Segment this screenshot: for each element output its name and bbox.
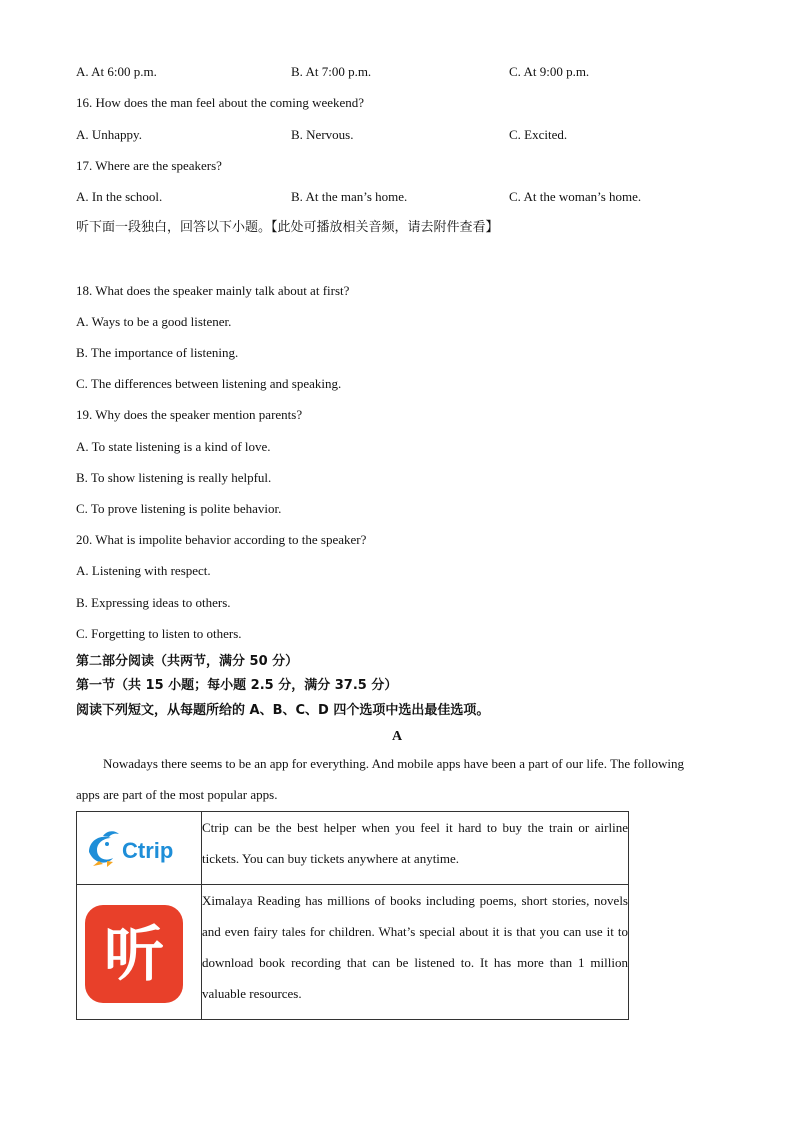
q20-option-a: A. Listening with respect. (76, 563, 211, 578)
ximalaya-description: Ximalaya Reading has millions of books including poems, short stories, novels and even fairy tales for children. What’s special about it is that you can use it to download book recording that can be listened to. It has more than 1 million valuable resources. (202, 885, 629, 1020)
passage-intro-line-2: apps are part of the most popular apps. (76, 787, 278, 802)
q20-question: 20. What is impolite behavior according to the speaker? (76, 532, 367, 547)
ctrip-logo-cell (77, 812, 202, 885)
reading-directions: 阅读下列短文，从每题所给的 A、B、C、D 四个选项中选出最佳选项。 (76, 703, 490, 718)
q19-option-a: A. To state listening is a kind of love. (76, 439, 271, 454)
q16-option-a: A. Unhappy. (76, 127, 142, 142)
ximalaya-listen-icon (85, 905, 183, 1003)
section-one-title: 第一节（共 15 小题；每小题 2.5 分，满分 37.5 分） (76, 678, 398, 693)
q16-option-b: B. Nervous. (291, 127, 354, 142)
q16-option-c: C. Excited. (509, 127, 568, 142)
q17-option-b: B. At the man’s home. (291, 189, 408, 204)
q16-options (76, 127, 736, 143)
table-row (77, 885, 629, 1020)
ctrip-logo-text: Ctrip (122, 838, 174, 863)
ximalaya-logo-cell (77, 885, 202, 1020)
monologue-instruction: 听下面一段独白，回答以下小题。【此处可播放相关音频，请去附件查看】 (76, 220, 499, 235)
passage-intro-line-1: Nowadays there seems to be an app for everything. And mobile apps have been a part of our life. The following (103, 756, 684, 771)
q15-option-a: A. At 6:00 p.m. (76, 64, 157, 79)
apps-table (76, 811, 629, 1020)
passage-letter: A (391, 729, 403, 744)
q20-option-b: B. Expressing ideas to others. (76, 595, 231, 610)
table-row (77, 812, 629, 885)
q18-question: 18. What does the speaker mainly talk about at first? (76, 283, 350, 298)
ctrip-logo-icon (85, 828, 185, 868)
q15-options (76, 64, 736, 80)
ximalaya-logo-text: 听 (104, 920, 164, 990)
q18-option-b: B. The importance of listening. (76, 345, 239, 360)
q17-option-c: C. At the woman’s home. (509, 189, 642, 204)
q19-option-c: C. To prove listening is polite behavior. (76, 501, 282, 516)
q18-option-a: A. Ways to be a good listener. (76, 314, 232, 329)
q15-option-c: C. At 9:00 p.m. (509, 64, 590, 79)
q20-option-c: C. Forgetting to listen to others. (76, 626, 242, 641)
part-two-title: 第二部分阅读（共两节，满分 50 分） (76, 654, 299, 669)
q17-question: 17. Where are the speakers? (76, 158, 222, 173)
q18-option-c: C. The differences between listening and speaking. (76, 376, 342, 391)
q19-question: 19. Why does the speaker mention parents? (76, 407, 303, 422)
q17-options (76, 189, 736, 205)
q15-option-b: B. At 7:00 p.m. (291, 64, 372, 79)
q16-question: 16. How does the man feel about the coming weekend? (76, 95, 365, 110)
q17-option-a: A. In the school. (76, 189, 163, 204)
ctrip-description: Ctrip can be the best helper when you feel it hard to buy the train or airline tickets. You can buy tickets anywhere at anytime. (202, 812, 629, 885)
q19-option-b: B. To show listening is really helpful. (76, 470, 272, 485)
